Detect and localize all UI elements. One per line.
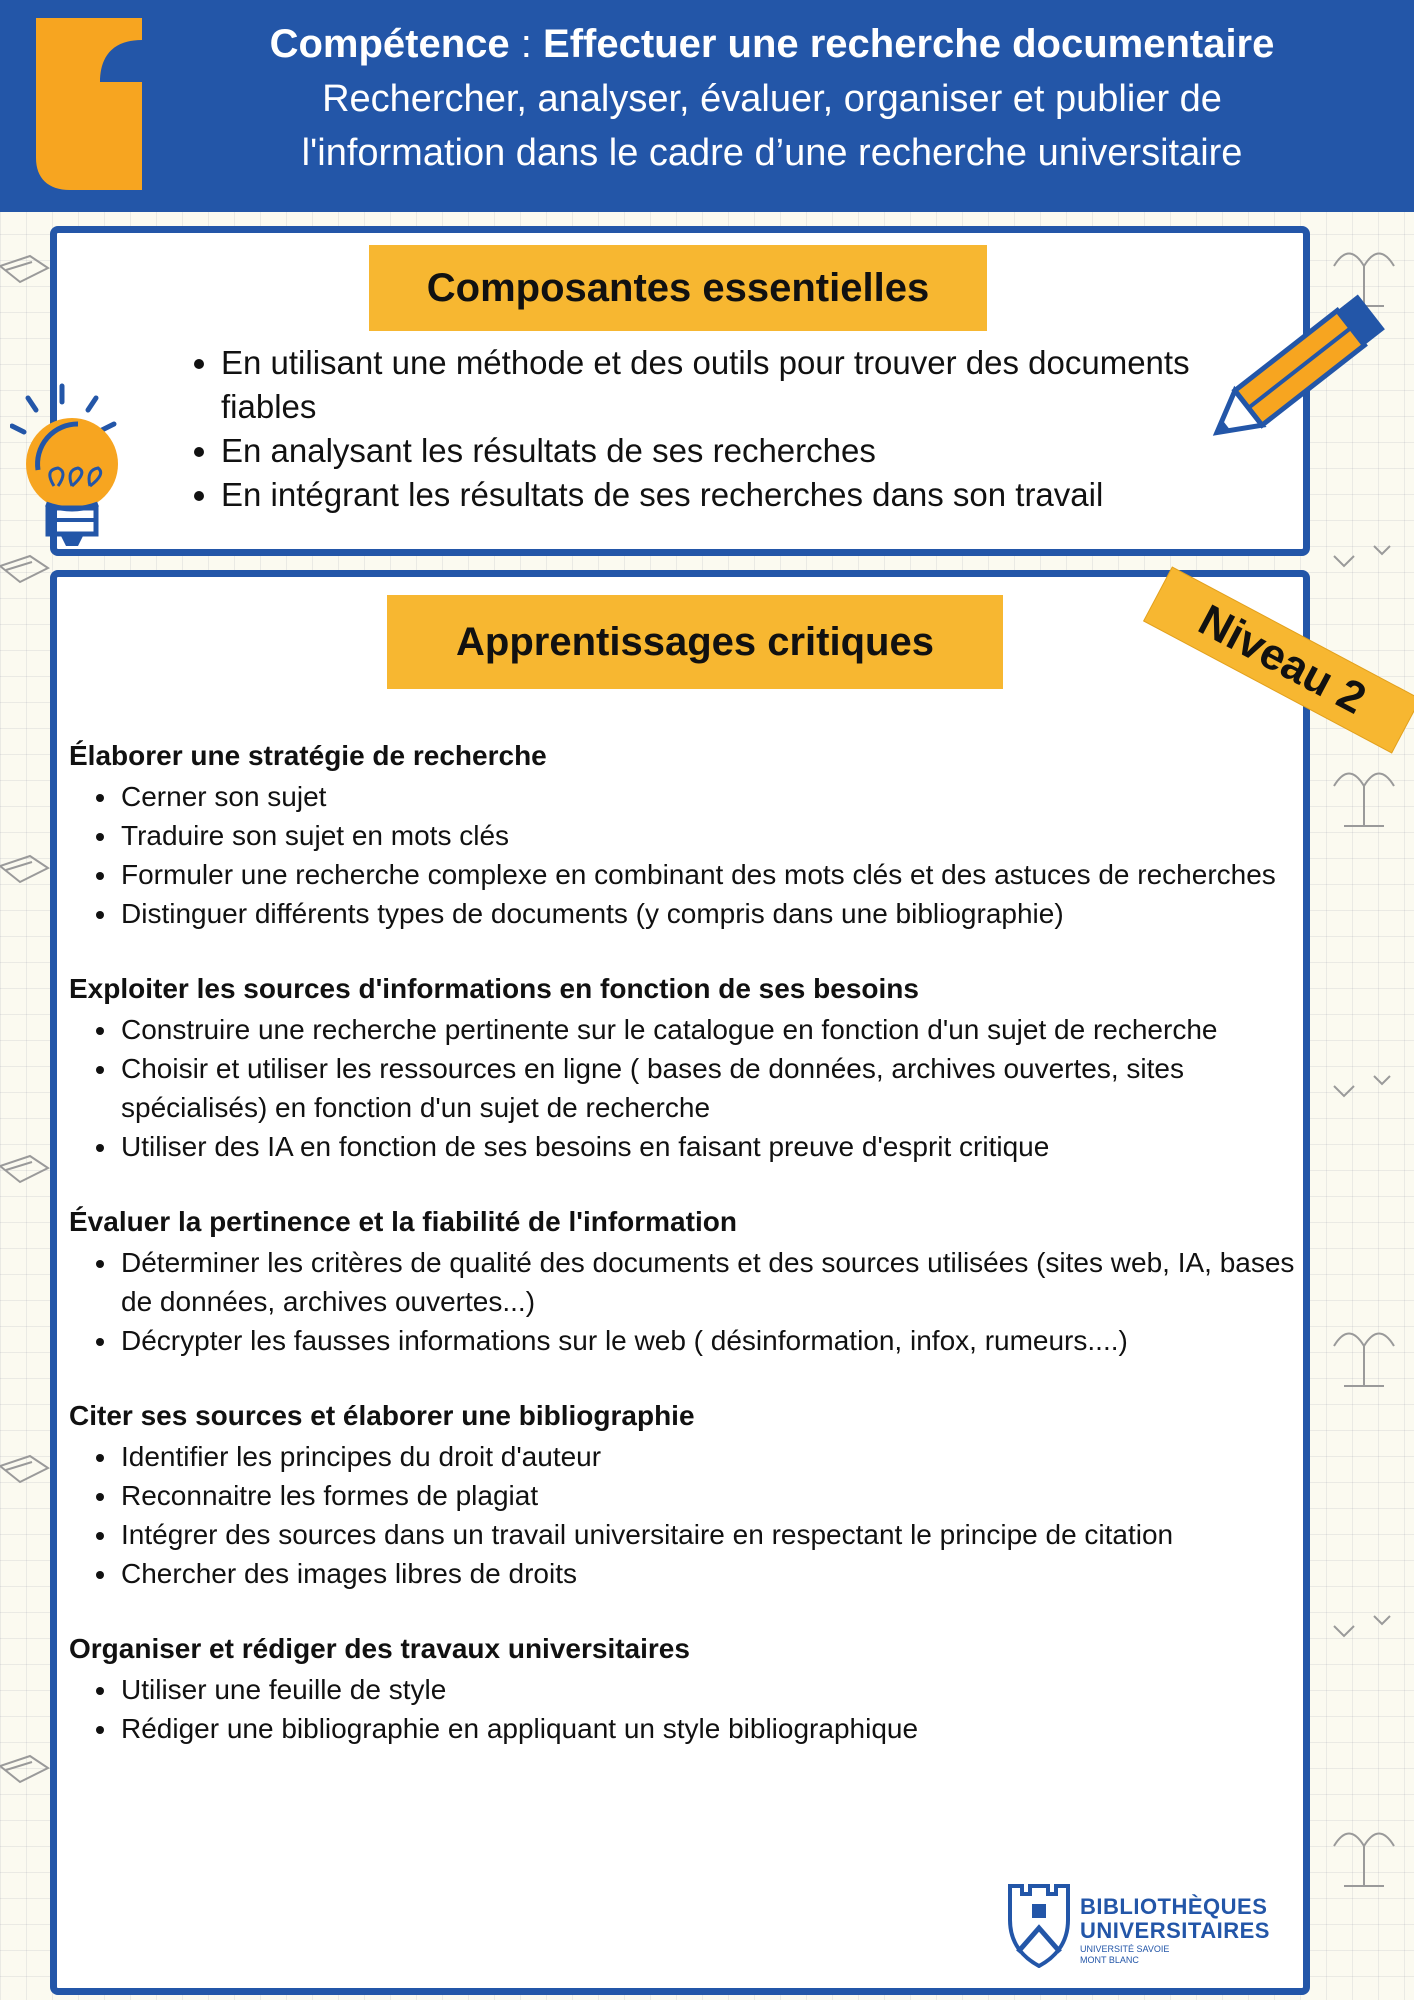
list-item: • Choisir et utiliser les ressources en ligne ( bases de données, archives ouvertes, sites spécialisés) en fonction d'un sujet de recherche bbox=[119, 1049, 1299, 1127]
learning-panel bbox=[50, 570, 1310, 1995]
logo-line4: MONT BLANC bbox=[1080, 1955, 1139, 1965]
section-heading: Évaluer la pertinence et la fiabilité de l'information bbox=[69, 1206, 737, 1237]
list-item: • Distinguer différents types de documents (y compris dans une bibliographie) bbox=[119, 894, 1299, 933]
section-heading: Organiser et rédiger des travaux universitaires bbox=[69, 1633, 690, 1664]
library-logo bbox=[1006, 1880, 1296, 1970]
list-item: • En utilisant une méthode et des outils pour trouver des documents fiables bbox=[221, 341, 1221, 429]
list-item: • Traduire son sujet en mots clés bbox=[119, 816, 1299, 855]
list-item: • Utiliser une feuille de style bbox=[119, 1670, 1299, 1709]
header-subtitle-line2: l'information dans le cadre d’une recherche universitaire bbox=[301, 132, 1243, 174]
learning-section bbox=[69, 737, 1299, 933]
logo-line2: UNIVERSITAIRES bbox=[1080, 1918, 1270, 1943]
list-item: • Décrypter les fausses informations sur le web ( désinformation, infox, rumeurs....) bbox=[119, 1321, 1299, 1360]
header-subtitle-line1: Rechercher, analyser, évaluer, organiser et publier de bbox=[322, 78, 1222, 120]
list-item: • Construire une recherche pertinente sur le catalogue en fonction d'un sujet de recherche bbox=[119, 1010, 1299, 1049]
learning-sections bbox=[69, 737, 1299, 1785]
essentials-list bbox=[181, 341, 1221, 517]
list-item: • Utiliser des IA en fonction de ses besoins en faisant preuve d'esprit critique bbox=[119, 1127, 1299, 1166]
lightbulb-icon bbox=[10, 380, 140, 555]
logo-line3: UNIVERSITÉ SAVOIE bbox=[1080, 1944, 1170, 1954]
section-heading: Élaborer une stratégie de recherche bbox=[69, 740, 547, 771]
learning-section bbox=[69, 1630, 1299, 1748]
section-heading: Exploiter les sources d'informations en fonction de ses besoins bbox=[69, 973, 919, 1004]
list-item: • En intégrant les résultats de ses recherches dans son travail bbox=[221, 473, 1221, 517]
learning-section bbox=[69, 970, 1299, 1166]
section-heading: Citer ses sources et élaborer une bibliographie bbox=[69, 1400, 695, 1431]
header-banner bbox=[0, 0, 1414, 212]
learning-section bbox=[69, 1397, 1299, 1593]
list-item: • Formuler une recherche complexe en combinant des mots clés et des astuces de recherches bbox=[119, 855, 1299, 894]
header-title: Compétence : Effectuer une recherche documentaire bbox=[269, 22, 1275, 66]
essentials-title: Composantes essentielles bbox=[369, 245, 987, 331]
essentials-panel bbox=[50, 226, 1310, 556]
list-item: • Intégrer des sources dans un travail universitaire en respectant le principe de citation bbox=[119, 1515, 1299, 1554]
flower-doodle-icon bbox=[1314, 226, 1414, 1986]
university-emblem-icon bbox=[1006, 1882, 1072, 1968]
list-item: • Reconnaitre les formes de plagiat bbox=[119, 1476, 1299, 1515]
list-item: • En analysant les résultats de ses recherches bbox=[221, 429, 1221, 473]
list-item: • Chercher des images libres de droits bbox=[119, 1554, 1299, 1593]
learning-title: Apprentissages critiques bbox=[387, 595, 1003, 689]
logo-line1: BIBLIOTHÈQUES bbox=[1080, 1894, 1268, 1919]
list-item: • Cerner son sujet bbox=[119, 777, 1299, 816]
pencil-icon bbox=[1210, 280, 1400, 450]
learning-section bbox=[69, 1203, 1299, 1360]
list-item: • Identifier les principes du droit d'auteur bbox=[119, 1437, 1299, 1476]
list-item: • Rédiger une bibliographie en appliquant un style bibliographique bbox=[119, 1709, 1299, 1748]
quote-icon bbox=[30, 18, 142, 190]
level-badge: Niveau 2 bbox=[1144, 568, 1414, 752]
list-item: • Déterminer les critères de qualité des documents et des sources utilisées (sites web, IA, bases de données, archives ouvertes...) bbox=[119, 1243, 1299, 1321]
